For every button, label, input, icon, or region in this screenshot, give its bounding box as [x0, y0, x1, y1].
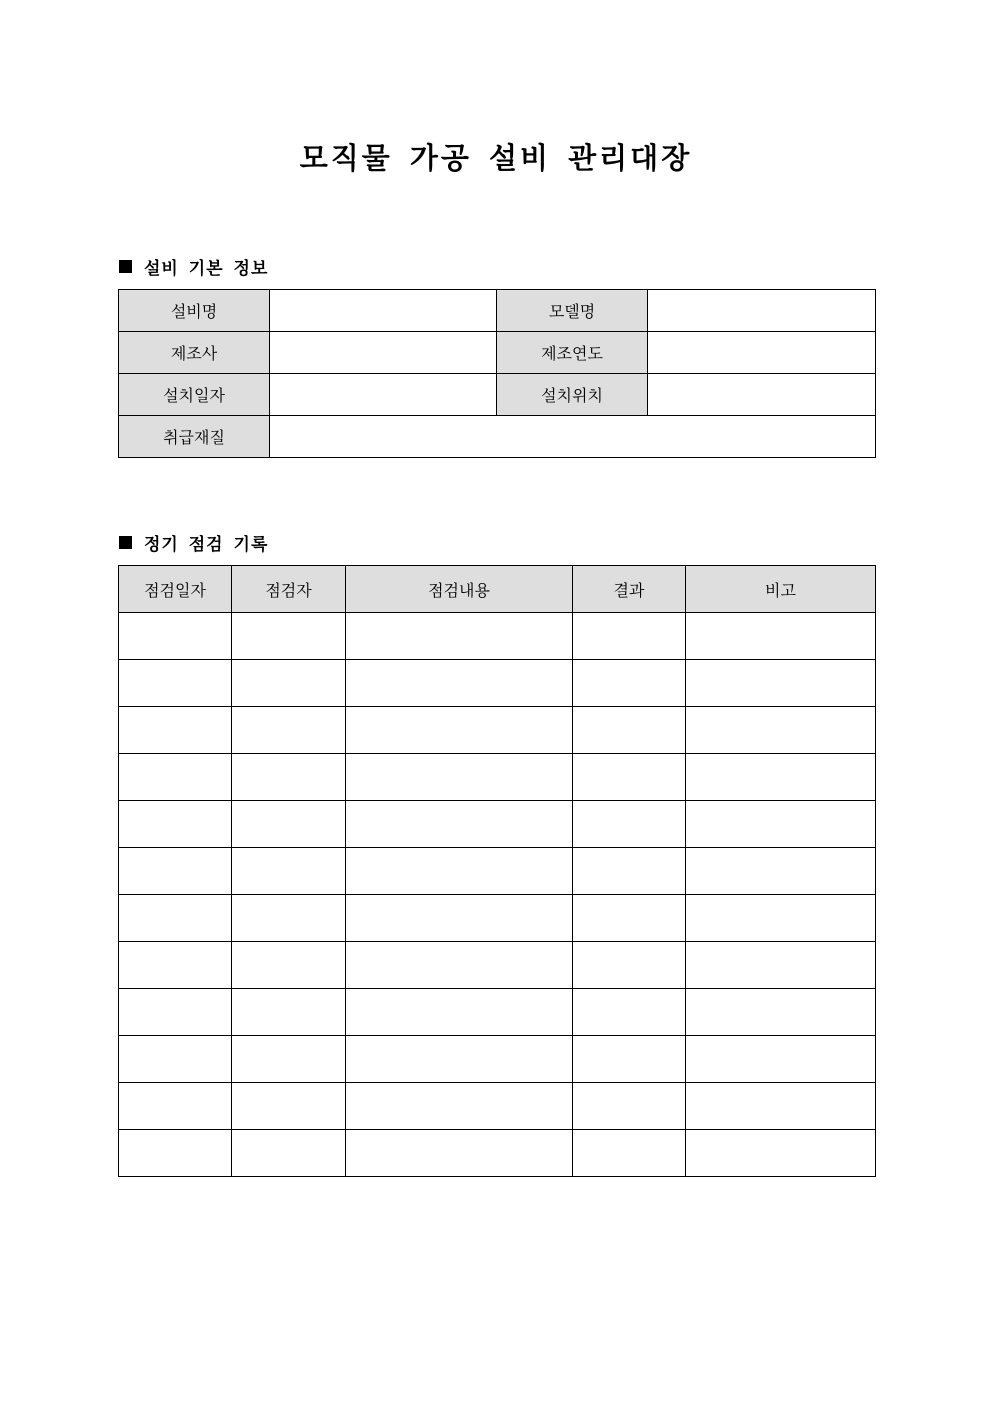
cell-inspection-date[interactable] [119, 989, 232, 1036]
cell-inspection-details[interactable] [346, 1036, 573, 1083]
document-title: 모직물 가공 설비 관리대장 [299, 141, 693, 175]
section-heading-label: 정기 점검 기록 [144, 535, 269, 555]
table-row [119, 989, 876, 1036]
inspection-record-table [118, 565, 876, 1177]
table-row [119, 1036, 876, 1083]
cell-result[interactable] [573, 848, 686, 895]
cell-inspector[interactable] [232, 801, 346, 848]
cell-inspector[interactable] [232, 942, 346, 989]
cell-inspector[interactable] [232, 848, 346, 895]
field-manufacture-year[interactable] [648, 332, 876, 374]
table-row [119, 613, 876, 660]
field-model-name[interactable] [648, 290, 876, 332]
field-manufacturer[interactable] [270, 332, 497, 374]
label-manufacture-year: 제조연도 [497, 332, 648, 374]
table-row [119, 660, 876, 707]
cell-inspection-details[interactable] [346, 989, 573, 1036]
cell-inspection-date[interactable] [119, 942, 232, 989]
label-install-date: 설치일자 [119, 374, 270, 416]
field-install-location[interactable] [648, 374, 876, 416]
cell-remarks[interactable] [686, 942, 876, 989]
section-heading-label: 설비 기본 정보 [144, 259, 269, 279]
cell-inspection-details[interactable] [346, 754, 573, 801]
label-equipment-name: 설비명 [119, 290, 270, 332]
cell-remarks[interactable] [686, 707, 876, 754]
cell-result[interactable] [573, 801, 686, 848]
cell-remarks[interactable] [686, 754, 876, 801]
cell-inspection-date[interactable] [119, 707, 232, 754]
cell-remarks[interactable] [686, 1083, 876, 1130]
cell-inspection-details[interactable] [346, 613, 573, 660]
square-bullet-icon [119, 536, 132, 549]
cell-inspector[interactable] [232, 1083, 346, 1130]
label-manufacturer: 제조사 [119, 332, 270, 374]
cell-inspection-date[interactable] [119, 848, 232, 895]
cell-remarks[interactable] [686, 1036, 876, 1083]
cell-remarks[interactable] [686, 660, 876, 707]
cell-result[interactable] [573, 1083, 686, 1130]
cell-result[interactable] [573, 989, 686, 1036]
column-header-result: 결과 [573, 566, 686, 613]
cell-inspector[interactable] [232, 707, 346, 754]
cell-inspection-details[interactable] [346, 895, 573, 942]
table-row [119, 1130, 876, 1177]
cell-inspector[interactable] [232, 989, 346, 1036]
info-row [119, 290, 876, 332]
cell-remarks[interactable] [686, 895, 876, 942]
field-handled-material[interactable] [270, 416, 876, 458]
cell-inspection-details[interactable] [346, 660, 573, 707]
field-equipment-name[interactable] [270, 290, 497, 332]
cell-inspection-details[interactable] [346, 1130, 573, 1177]
label-model-name: 모델명 [497, 290, 648, 332]
cell-result[interactable] [573, 1130, 686, 1177]
column-header-inspector: 점검자 [232, 566, 346, 613]
table-row [119, 754, 876, 801]
cell-result[interactable] [573, 707, 686, 754]
cell-inspection-date[interactable] [119, 1130, 232, 1177]
cell-result[interactable] [573, 613, 686, 660]
table-header-row [119, 566, 876, 613]
cell-remarks[interactable] [686, 613, 876, 660]
cell-result[interactable] [573, 895, 686, 942]
table-row [119, 801, 876, 848]
cell-inspection-details[interactable] [346, 707, 573, 754]
column-header-remarks: 비고 [686, 566, 876, 613]
info-row [119, 332, 876, 374]
cell-inspector[interactable] [232, 1130, 346, 1177]
cell-result[interactable] [573, 660, 686, 707]
cell-inspection-details[interactable] [346, 1083, 573, 1130]
section-heading-basic-info [119, 254, 268, 279]
info-row [119, 374, 876, 416]
table-row [119, 707, 876, 754]
cell-inspector[interactable] [232, 660, 346, 707]
cell-inspector[interactable] [232, 613, 346, 660]
basic-info-table [118, 289, 876, 458]
cell-inspection-date[interactable] [119, 895, 232, 942]
section-heading-inspection [119, 530, 268, 555]
cell-remarks[interactable] [686, 848, 876, 895]
info-row [119, 416, 876, 458]
cell-inspector[interactable] [232, 754, 346, 801]
cell-inspection-details[interactable] [346, 801, 573, 848]
cell-result[interactable] [573, 942, 686, 989]
column-header-inspection-date: 점검일자 [119, 566, 232, 613]
column-header-inspection-details: 점검내용 [346, 566, 573, 613]
cell-inspection-date[interactable] [119, 660, 232, 707]
cell-inspection-date[interactable] [119, 613, 232, 660]
label-install-location: 설치위치 [497, 374, 648, 416]
table-row [119, 895, 876, 942]
cell-inspection-date[interactable] [119, 1036, 232, 1083]
cell-inspector[interactable] [232, 895, 346, 942]
cell-inspector[interactable] [232, 1036, 346, 1083]
cell-result[interactable] [573, 1036, 686, 1083]
cell-result[interactable] [573, 754, 686, 801]
cell-inspection-date[interactable] [119, 754, 232, 801]
label-handled-material: 취급재질 [119, 416, 270, 458]
cell-inspection-date[interactable] [119, 1083, 232, 1130]
cell-remarks[interactable] [686, 1130, 876, 1177]
table-row [119, 1083, 876, 1130]
cell-remarks[interactable] [686, 989, 876, 1036]
table-row [119, 942, 876, 989]
square-bullet-icon [119, 260, 132, 273]
cell-inspection-details[interactable] [346, 848, 573, 895]
table-row [119, 848, 876, 895]
cell-remarks[interactable] [686, 801, 876, 848]
field-install-date[interactable] [270, 374, 497, 416]
cell-inspection-details[interactable] [346, 942, 573, 989]
cell-inspection-date[interactable] [119, 801, 232, 848]
